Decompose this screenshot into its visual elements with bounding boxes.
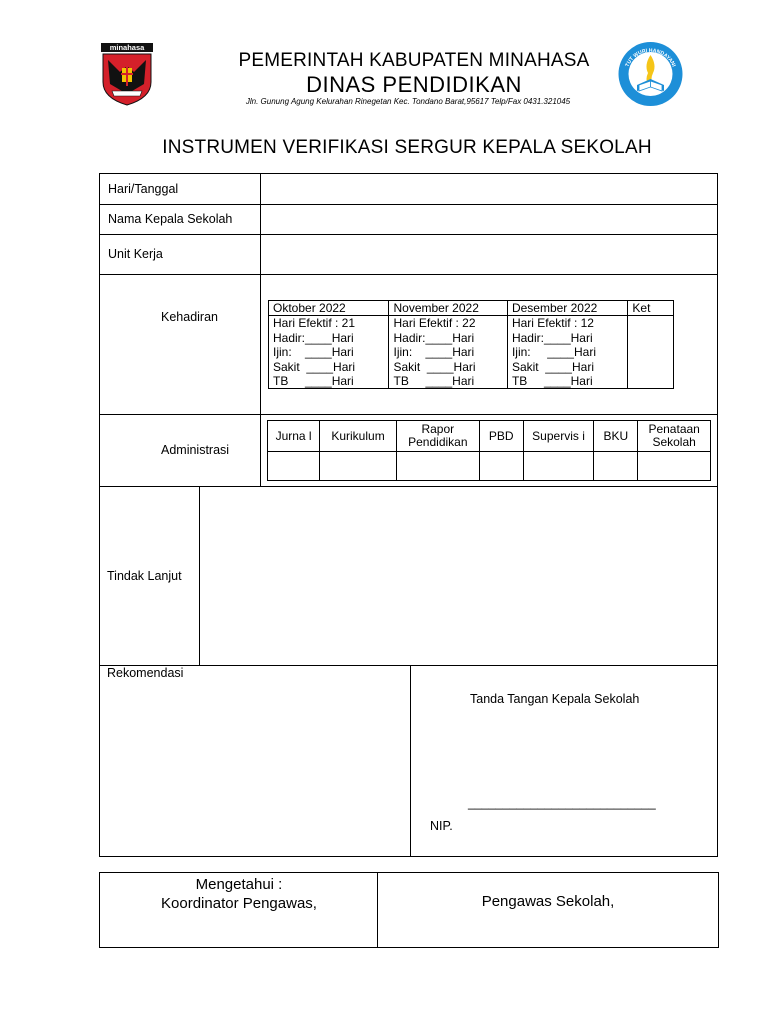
admin-header-bku: BKU bbox=[594, 421, 638, 452]
attendance-line: TB ____Hari bbox=[273, 374, 354, 389]
admin-cell-rapor[interactable] bbox=[396, 452, 479, 481]
attendance-line: Hari Efektif : 12 bbox=[511, 316, 594, 331]
koordinator-pengawas-label: Koordinator Pengawas, bbox=[161, 895, 317, 912]
field-unit-kerja[interactable] bbox=[261, 235, 716, 273]
header-department: DINAS PENDIDIKAN bbox=[306, 72, 522, 97]
attendance-header-desember: Desember 2022 bbox=[507, 301, 627, 316]
document-title: INSTRUMEN VERIFIKASI SERGUR KEPALA SEKOLAH bbox=[162, 137, 652, 158]
admin-header-jurnal: Jurna l bbox=[268, 421, 320, 452]
admin-header-rapor: Rapor Pendidikan bbox=[396, 421, 479, 452]
admin-header-penataan: Penataan Sekolah bbox=[638, 421, 711, 452]
attendance-line: Sakit ____Hari bbox=[511, 359, 594, 374]
label-unit-kerja: Unit Kerja bbox=[108, 247, 163, 261]
attendance-line: Hadir:____Hari bbox=[273, 330, 354, 345]
attendance-table bbox=[268, 300, 674, 389]
attendance-column-ket[interactable] bbox=[628, 316, 674, 389]
attendance-line: Hari Efektif : 21 bbox=[273, 316, 356, 331]
field-nama-kepala-sekolah[interactable] bbox=[261, 205, 716, 233]
admin-cell-supervisi[interactable] bbox=[523, 452, 594, 481]
attendance-line: TB ____Hari bbox=[393, 374, 475, 389]
signature-caption: Tanda Tangan Kepala Sekolah bbox=[470, 692, 640, 706]
label-administrasi: Administrasi bbox=[161, 443, 230, 457]
label-kehadiran: Kehadiran bbox=[161, 310, 218, 324]
field-tindak-lanjut[interactable] bbox=[200, 487, 716, 664]
label-tindak-lanjut: Tindak Lanjut bbox=[107, 569, 182, 583]
admin-cell-bku[interactable] bbox=[594, 452, 638, 481]
attendance-line: Ijin: ____Hari bbox=[273, 345, 354, 360]
nip-label: NIP. bbox=[430, 819, 453, 833]
attendance-line: Hari Efektif : 22 bbox=[393, 316, 476, 331]
attendance-line: Sakit ____Hari bbox=[273, 359, 356, 374]
header-government: PEMERINTAH KABUPATEN MINAHASA bbox=[238, 50, 590, 71]
field-hari-tanggal[interactable] bbox=[261, 175, 716, 203]
header-address: Jln. Gunung Agung Kelurahan Rinegetan Kec. Tondano Barat,95617 Telp/Fax 0431.321045 bbox=[245, 97, 571, 106]
attendance-line: Hadir:____Hari bbox=[393, 330, 475, 345]
approval-box bbox=[99, 872, 719, 948]
minahasa-logo-text: minahasa bbox=[109, 43, 145, 53]
admin-cell-penataan[interactable] bbox=[638, 452, 711, 481]
attendance-line: Ijin: ____Hari bbox=[393, 345, 475, 360]
admin-header-supervisi: Supervis i bbox=[523, 421, 594, 452]
verification-form bbox=[99, 173, 718, 857]
admin-header-pbd: PBD bbox=[479, 421, 523, 452]
admin-cell-kurikulum[interactable] bbox=[320, 452, 397, 481]
admin-cell-pbd[interactable] bbox=[479, 452, 523, 481]
label-nama-kepala-sekolah: Nama Kepala Sekolah bbox=[108, 212, 233, 226]
label-rekomendasi: Rekomendasi bbox=[107, 666, 184, 680]
signature-line[interactable]: ___________________________ bbox=[468, 796, 656, 810]
attendance-line: Hadir:____Hari bbox=[511, 330, 593, 345]
tut-wuri-handayani-logo bbox=[617, 41, 684, 107]
attendance-header-ket: Ket bbox=[628, 301, 674, 316]
attendance-column-desember[interactable] bbox=[507, 316, 627, 389]
admin-header-kurikulum: Kurikulum bbox=[320, 421, 397, 452]
attendance-header-oktober: Oktober 2022 bbox=[269, 301, 389, 316]
label-hari-tanggal: Hari/Tanggal bbox=[108, 182, 179, 196]
mengetahui-label: Mengetahui : bbox=[195, 876, 283, 893]
attendance-line: TB ____Hari bbox=[511, 374, 593, 389]
tut-wuri-logo-text: TUT WURI HANDAYANI bbox=[624, 47, 677, 68]
attendance-header-november: November 2022 bbox=[389, 301, 507, 316]
attendance-line: Sakit ____Hari bbox=[393, 359, 476, 374]
administration-table bbox=[267, 420, 711, 481]
attendance-column-november[interactable] bbox=[389, 316, 507, 389]
attendance-column-oktober[interactable] bbox=[269, 316, 389, 389]
attendance-line: Ijin: ____Hari bbox=[511, 345, 596, 360]
pengawas-sekolah-label: Pengawas Sekolah, bbox=[481, 893, 615, 910]
field-rekomendasi[interactable] bbox=[101, 682, 409, 856]
admin-cell-jurnal[interactable] bbox=[268, 452, 320, 481]
